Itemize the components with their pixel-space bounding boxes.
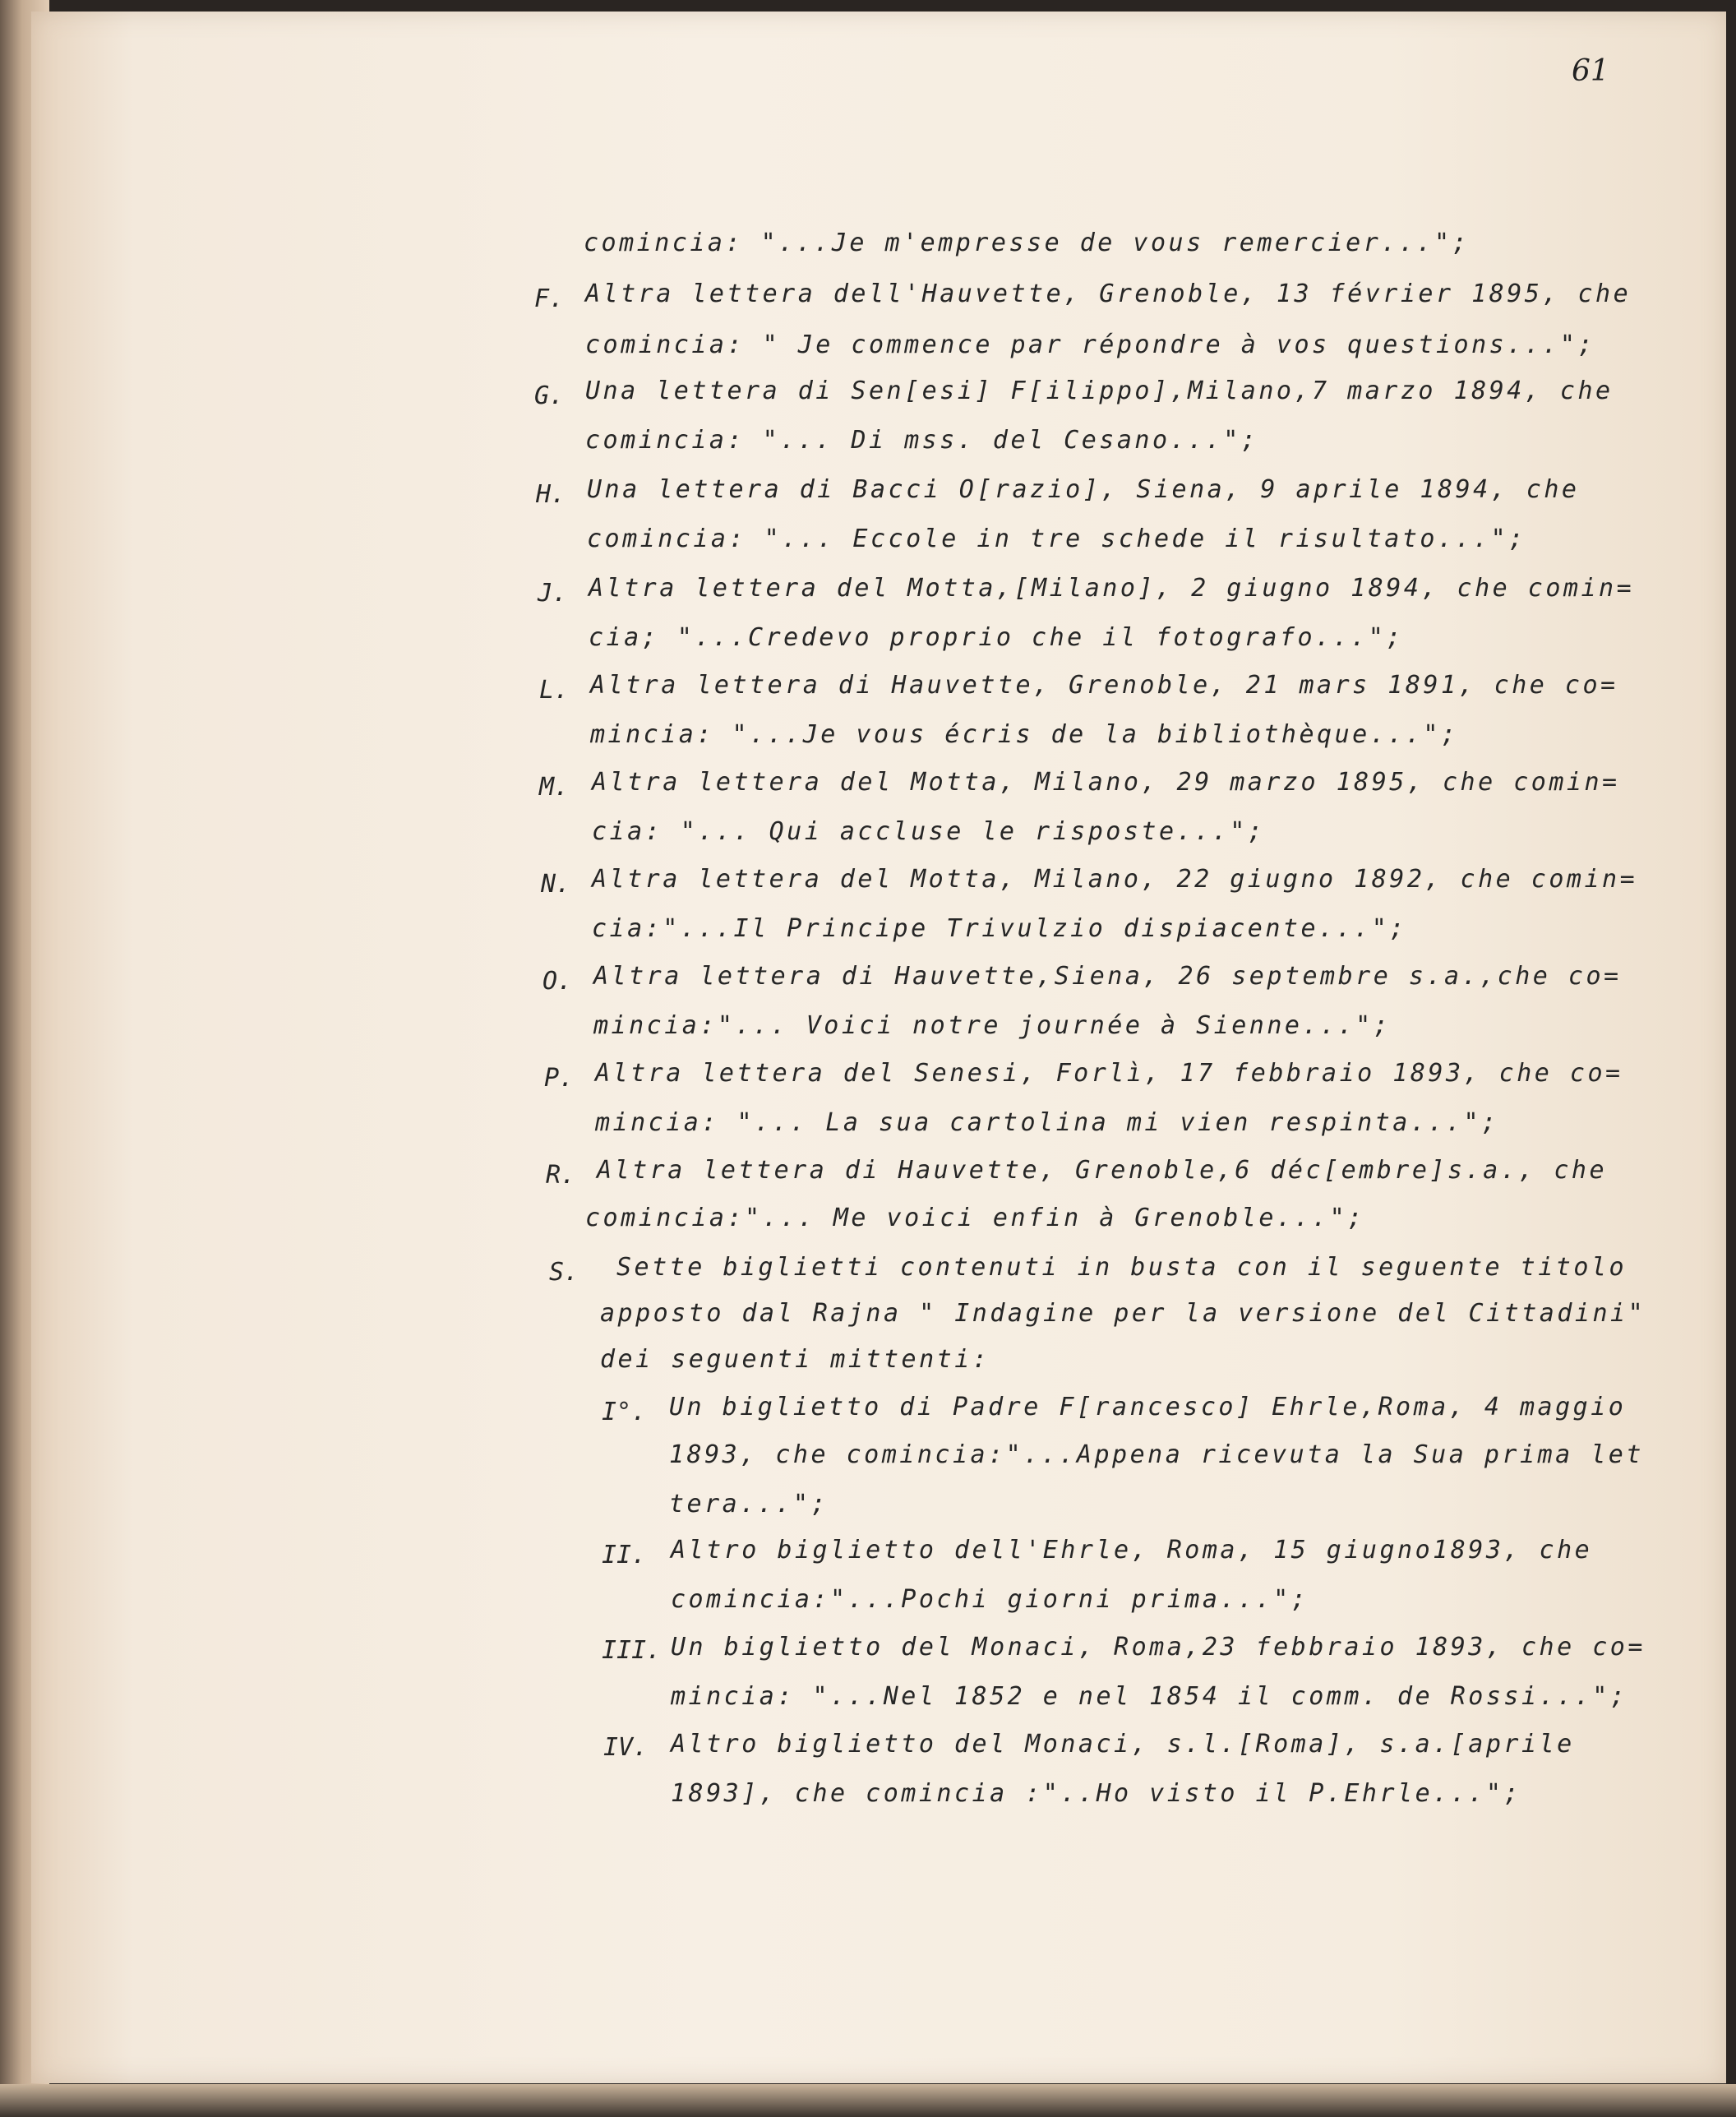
entry-line: cia; "...Credevo proprio che il fotografo..."; [589,623,1404,652]
entry-line: mincia: "... La sua cartolina mi vien respinta..."; [595,1108,1499,1137]
entry-line: Altra lettera del Senesi, Forlì, 17 febbraio 1893, che co= [595,1059,1623,1088]
entry-line: tera..."; [669,1490,829,1518]
entry-line: Una lettera di Bacci O[razio], Siena, 9 aprile 1894, che [587,475,1580,504]
entry-letter: M. [539,773,570,802]
entry-line: Altra lettera di Hauvette, Grenoble,6 déc[embre]s.a., che [597,1156,1608,1185]
entry-line: Altra lettera di Hauvette,Siena, 26 septembre s.a.,che co= [593,962,1622,991]
entry-letter: III. [602,1636,662,1665]
entry-line: comincia: "... Eccole in tre schede il risultato..."; [587,525,1526,553]
entry-letter: N. [541,870,571,899]
entry-letter: IV. [603,1733,649,1762]
entry-letter: L. [539,676,570,705]
entry-line: comincia: "... Di mss. del Cesano..."; [585,426,1259,455]
entry-letter: S. [549,1258,579,1287]
entry-letter: F. [534,284,565,313]
entry-line: Altra lettera del Motta,[Milano], 2 giugno 1894, che comin= [589,574,1635,603]
entry-line: comincia:"... Me voici enfin à Grenoble..."; [585,1204,1365,1232]
entry-letter: J. [538,579,568,608]
entry-line: mincia: "...Je vous écris de la bibliothèque..."; [590,720,1459,749]
entry-line: mincia: "...Nel 1852 e nel 1854 il comm. de Rossi..."; [671,1682,1628,1711]
entry-letter: II. [602,1541,647,1569]
entry-line: mincia:"... Voici notre journée à Sienne..."; [593,1011,1392,1040]
entry-line: comincia: " Je commence par répondre à vos questions..."; [585,330,1596,359]
entry-line: Altra lettera del Motta, Milano, 29 marzo 1895, che comin= [592,768,1620,797]
entry-letter: P. [544,1064,575,1093]
entry-line: comincia: "...Je m'empresse de vous remercier..."; [584,229,1471,257]
entry-letter: G. [534,381,565,410]
entry-line: apposto dal Rajna " Indagine per la versione del Cittadini" [600,1299,1646,1328]
entry-line: Altra lettera dell'Hauvette, Grenoble, 13 février 1895, che [585,280,1632,308]
entry-line: Un biglietto di Padre F[rancesco] Ehrle,Roma, 4 maggio [669,1393,1627,1421]
entry-line: Altra lettera di Hauvette, Grenoble, 21 mars 1891, che co= [590,671,1618,700]
entry-line: cia:"...Il Principe Trivulzio dispiacente..."; [592,914,1407,943]
entry-line: Altro biglietto dell'Ehrle, Roma, 15 giugno1893, che [671,1536,1593,1565]
entry-line: 1893], che comincia :"..Ho visto il P.Ehrle..."; [671,1779,1521,1808]
entry-line: cia: "... Qui accluse le risposte..."; [592,817,1266,846]
entry-letter: I°. [602,1398,647,1426]
entry-line: comincia:"...Pochi giorni prima..."; [671,1585,1309,1614]
entry-line: Altro biglietto del Monaci, s.l.[Roma], s.a.[aprile [671,1730,1575,1759]
entry-letter: O. [542,967,573,996]
entry-line: Sette biglietti contenuti in busta con il seguente titolo [616,1253,1628,1282]
entry-letter: R. [546,1161,576,1190]
entry-line: 1893, che comincia:"...Appena ricevuta la Sua prima let [669,1440,1644,1469]
entry-letter: H. [536,480,566,509]
entry-line: dei seguenti mittenti: [600,1345,990,1374]
entry-line: Una lettera di Sen[esi] F[ilippo],Milano,7 marzo 1894, che [585,377,1614,405]
page-number: 61 [1572,54,1609,88]
entry-line: Un biglietto del Monaci, Roma,23 febbraio 1893, che co= [671,1633,1646,1662]
entry-line: Altra lettera del Motta, Milano, 22 giugno 1892, che comin= [592,865,1638,894]
